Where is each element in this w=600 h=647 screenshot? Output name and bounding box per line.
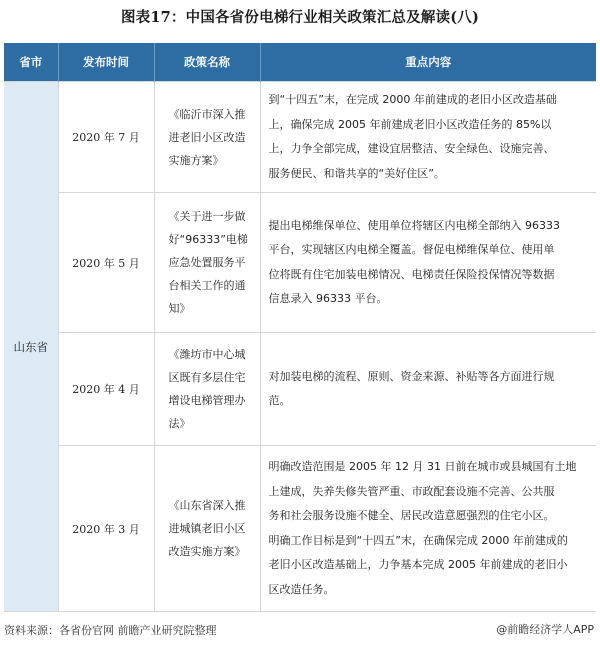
content-line: 信息录入 96333 平台。 (268, 292, 388, 305)
content-cell (260, 333, 596, 446)
brand-text: @前瞻经济学人APP (496, 623, 594, 636)
header-policy: 政策名称 (154, 43, 260, 82)
content-line: 位将既有住宅加装电梯情况、电梯责任保险投保情况等数据 (268, 267, 555, 281)
content-line: 上，确保完成 2005 年前建成老旧小区改造任务的 85%以 (268, 117, 552, 131)
content-line: 区改造任务。 (268, 582, 335, 596)
policy-name-cell: 《山东省深入推进城镇老旧小区改造实施方案》 (154, 446, 260, 612)
header-date: 发布时间 (58, 43, 154, 82)
content-line: 明确改造范围是 2005 年 12 月 31 日前在城市或县城国有土地 (268, 460, 577, 473)
date-cell: 2020 年 7 月 (58, 82, 154, 193)
content-line: 老旧小区改造基础上，力争基本完成 2005 年前建成的老旧小 (268, 558, 568, 571)
content-line: 对加装电梯的流程、原则、资金来源、补贴等各方面进行规 (268, 369, 555, 383)
table-row (4, 82, 596, 193)
policy-name-cell: 《潍坊市中心城区既有多层住宅增设电梯管理办法》 (154, 333, 260, 446)
content-cell (260, 193, 596, 333)
date-cell: 2020 年 5 月 (58, 193, 154, 333)
content-line: 提出电梯维保单位、使用单位将辖区内电梯全部纳入 96333 (268, 218, 560, 232)
content-line: 上建成，失养失修失管严重、市政配套设施不完善、公共服 (268, 484, 555, 498)
date-cell: 2020 年 3 月 (58, 446, 154, 612)
content-line: 明确工作目标是到“十四五”末，在确保完成 2000 年前建成的 (268, 533, 568, 547)
content-line: 上，力争全部完成，建设宜居整洁、安全绿色、设施完善、 (268, 142, 555, 155)
brand-credit (496, 621, 594, 637)
content-line: 平台，实现辖区内电梯全覆盖。督促电梯维保单位、使用单 (268, 243, 555, 256)
table-header-row (4, 43, 596, 82)
content-line: 范。 (268, 394, 291, 407)
figure-title: 图表17：中国各省份电梯行业相关政策汇总及解读(八) (120, 9, 480, 26)
content-line: 服务便民、和谐共享的“美好住区”。 (268, 166, 445, 180)
content-line: 到“十四五”末，在完成 2000 年前建成的老旧小区改造基础 (268, 93, 557, 106)
content-cell (260, 82, 596, 193)
source-note: 资料来源：各省份官网 前瞻产业研究院整理 (4, 624, 217, 637)
content-line: 务和社会服务设施不健全、居民改造意愿强烈的住宅小区。 (268, 509, 555, 522)
header-province: 省市 (4, 43, 58, 82)
table-row (4, 333, 596, 446)
policy-table (4, 43, 596, 612)
province-cell: 山东省 (4, 82, 58, 612)
table-row (4, 193, 596, 333)
content-cell (260, 446, 596, 612)
table-row (4, 446, 596, 612)
header-content: 重点内容 (260, 43, 596, 82)
policy-name-cell: 《临沂市深入推进老旧小区改造实施方案》 (154, 82, 260, 193)
policy-name-cell: 《关于进一步做好“96333”电梯应急处置服务平台相关工作的通知》 (154, 193, 260, 333)
date-cell: 2020 年 4 月 (58, 333, 154, 446)
